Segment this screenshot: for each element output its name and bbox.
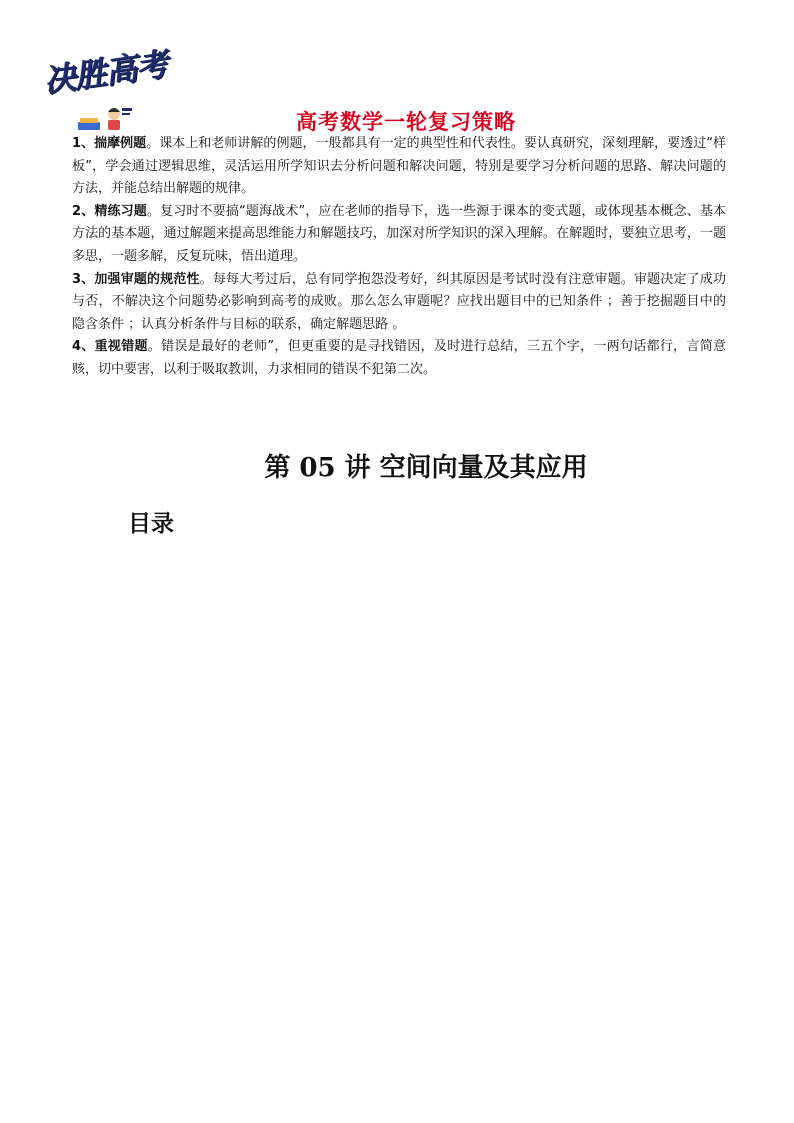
strategy-item: [72, 336, 726, 381]
strategy-item: [72, 133, 726, 201]
lecture-title: 第 05 讲 空间向量及其应用: [264, 453, 588, 483]
logo-text: 决胜高考: [41, 44, 170, 100]
strategy-label: 2、精练习题: [72, 203, 147, 219]
strategy-text: 。错误是最好的老师”，但更重要的是寻找错因，及时进行总结，三五个字，一两句话都行，言简意赅，切中要害，以利于吸取教训，力求相同的错误不犯第二次。: [72, 339, 726, 377]
strategy-text: 。复习时不要搞“题海战术”，应在老师的指导下，选一些源于课本的变式题，或体现基本概念、基本方法的基本题，通过解题来提高思维能力和解题技巧，加深对所学知识的深入理解。在解题时，要独立思考，一题多思，一题多解，反复玩味，悟出道理。: [72, 203, 726, 264]
page-title: 高考数学一轮复习策略: [296, 110, 516, 134]
strategy-item: [72, 269, 726, 337]
strategy-text: 。每每大考过后，总有同学抱怨没考好，纠其原因是考试时没有注意审题。审题决定了成功与否，不解决这个问题势必影响到高考的成败。那么怎么审题呢？应找出题目中的已知条件 ；善于挖掘题目中的隐含条件 ；认真分析条件与目标的联系，确定解题思路 。: [72, 271, 726, 332]
toc-heading: 目录: [128, 510, 174, 537]
strategy-item: [72, 201, 726, 269]
strategy-label: 3、加强审题的规范性: [72, 271, 200, 287]
strategy-label: 4、重视错题: [72, 339, 148, 355]
strategy-text: 。课本上和老师讲解的例题，一般都具有一定的典型性和代表性。要认真研究，深刻理解，要透过“样板”，学会通过逻辑思维，灵活运用所学知识去分析问题和解决问题，特别是要学习分析问题的思路、解决问题的方法，并能总结出解题的规律。: [72, 136, 726, 197]
strategy-list: [72, 133, 726, 382]
strategy-label: 1、揣摩例题: [72, 136, 147, 151]
